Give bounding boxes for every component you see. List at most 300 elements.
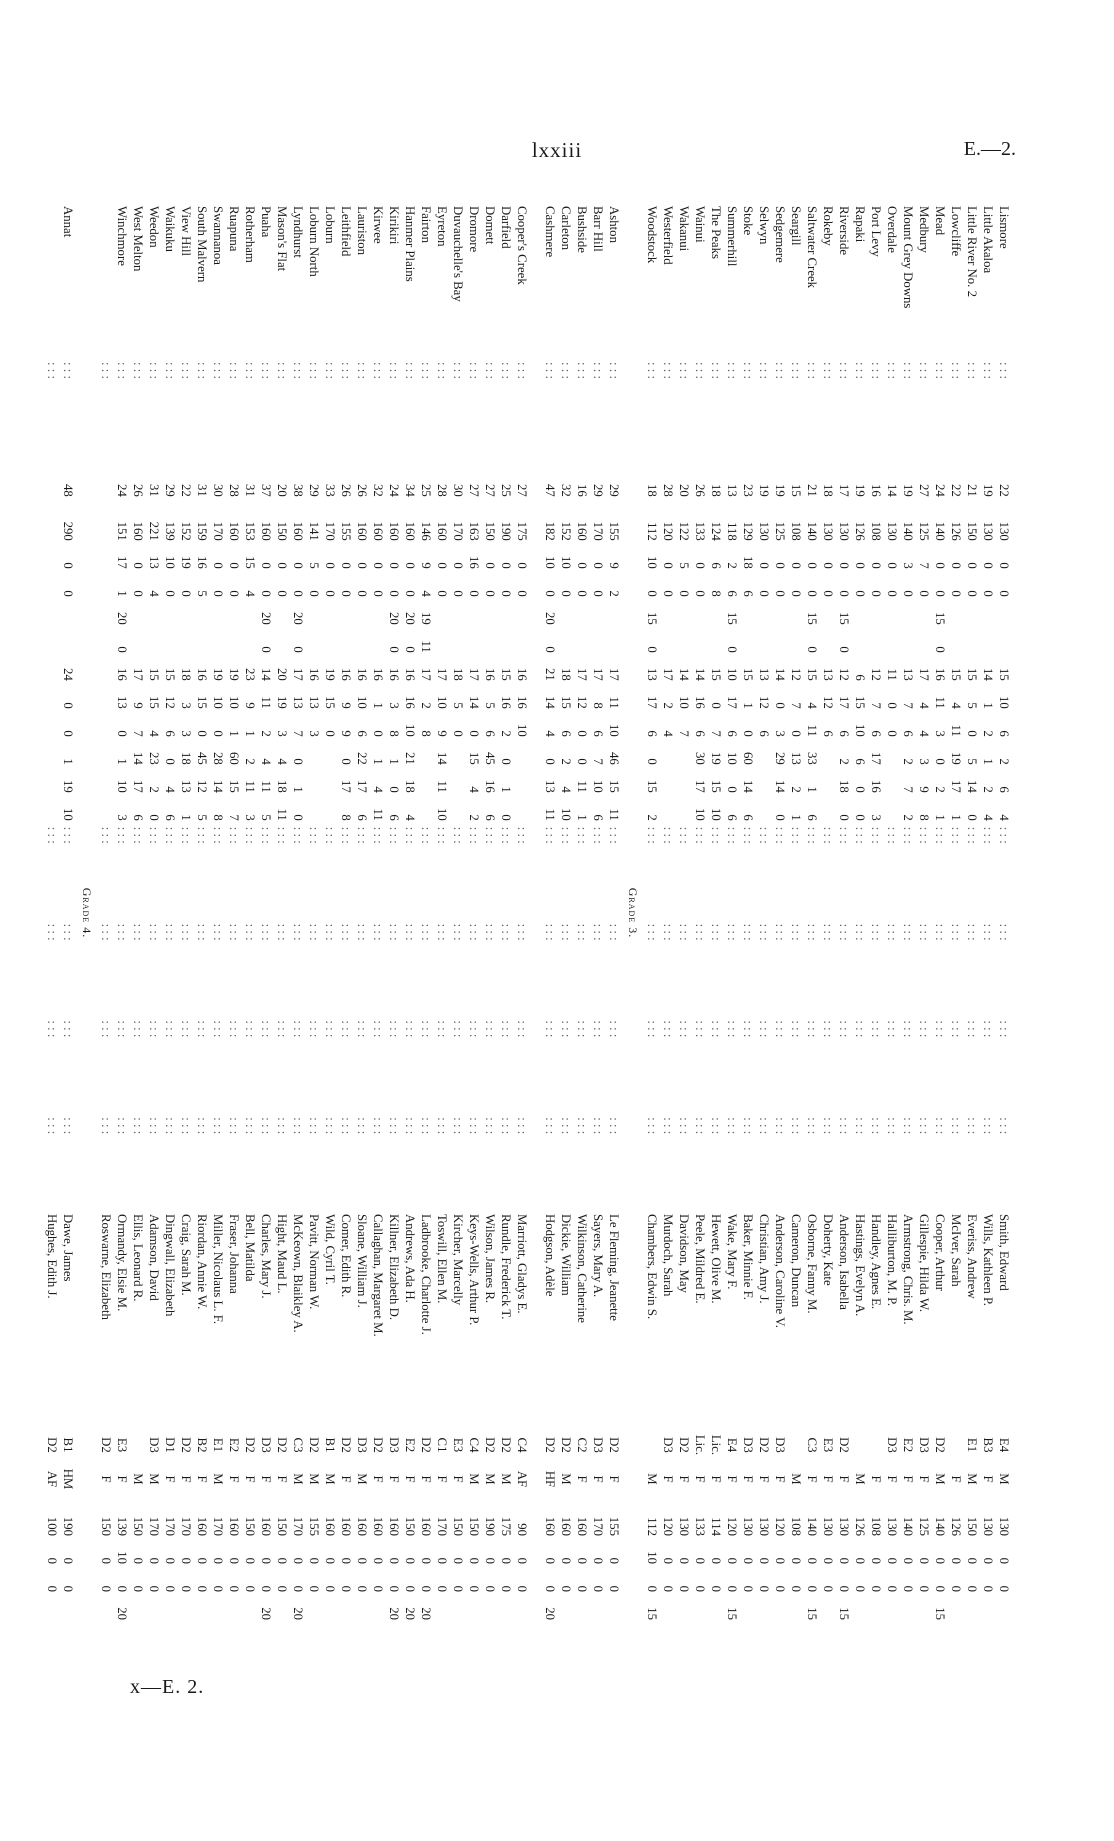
cell-sal: 108 [789, 521, 803, 541]
cell-sx: F [821, 1475, 835, 1483]
cell-cls: E2 [403, 1437, 417, 1453]
cell-name: Handley, Agnes E. [869, 1214, 883, 1310]
cell-school: Fairton [419, 206, 433, 243]
cell-sal2: 133 [693, 1516, 707, 1536]
cell-t5: 18 [837, 780, 851, 793]
leader-dots: : : : [869, 1020, 883, 1038]
cell-t2: 15 [853, 696, 867, 709]
cell-t5 [676, 768, 692, 796]
cell-t1: 18 [451, 668, 465, 681]
leader-dots: : : : [323, 362, 337, 380]
cell-sx: M [483, 1473, 497, 1485]
leader-dots: : : : [591, 1020, 605, 1038]
cell-s2: 0 [805, 1557, 819, 1564]
cell-t2: 9 [131, 702, 145, 709]
leader-dots: : : : [387, 1117, 401, 1135]
cell-t3: 7 [677, 730, 691, 737]
cell-att: 27 [467, 484, 481, 497]
cell-t1: 18 [559, 668, 573, 681]
leader-dots: : : : [355, 1117, 369, 1135]
cell-sal2: 160 [543, 1516, 557, 1536]
leader-dots: : : : [435, 1020, 449, 1038]
leader-dots: : : : [725, 1020, 739, 1038]
cell-t4: 15 [467, 752, 481, 765]
leader-dots: : : : [499, 1020, 513, 1038]
cell-cls: D2 [275, 1437, 289, 1453]
leader-dots: : : : [115, 1020, 129, 1038]
cell-a: 0 [693, 562, 707, 569]
cell-d [772, 628, 788, 656]
cell-s4 [370, 1595, 386, 1623]
cell-sx: F [725, 1475, 739, 1483]
cell-t4: 10 [725, 752, 739, 765]
cell-t5: 17 [693, 780, 707, 793]
cell-school [44, 203, 60, 359]
table-row [242, 203, 258, 1623]
cell-a: 0 [515, 562, 529, 569]
cell-att: 20 [275, 484, 289, 497]
cell-t3: 3 [933, 730, 947, 737]
cell-school: Waikuku [163, 206, 177, 252]
cell-sal: 141 [307, 521, 321, 541]
table-row [322, 203, 338, 1623]
cell-s2: 0 [773, 1557, 787, 1564]
cell-cls: E3 [821, 1437, 835, 1453]
leader-dots: : : : [773, 923, 787, 941]
cell-t2: 0 [773, 702, 787, 709]
cell-t1: 17 [131, 668, 145, 681]
leader-dots: : : : [575, 1117, 589, 1135]
cell-d [980, 628, 996, 656]
leader-dots: : : : [323, 1117, 337, 1135]
cell-name: Davidson, May [677, 1214, 691, 1293]
cell-sx: F [275, 1475, 289, 1483]
cell-s2: 0 [371, 1557, 385, 1564]
leader-dots: : : : [515, 1020, 529, 1038]
cell-t2: 2 [419, 702, 433, 709]
cell-a: 10 [543, 556, 557, 569]
cell-t4: 2 [559, 758, 573, 765]
cell-b: 1 [115, 590, 129, 597]
cell-t2: 17 [645, 696, 659, 709]
leader-dots: : : : [853, 923, 867, 941]
leader-dots: : : : [885, 1020, 899, 1038]
cell-a: 0 [575, 562, 589, 569]
cell-cls: D2 [243, 1437, 257, 1453]
leader-dots: : : : [933, 362, 947, 380]
cell-t4: 0 [645, 758, 659, 765]
cell-t2: 13 [307, 696, 321, 709]
cell-sal: 152 [179, 521, 193, 541]
cell-c: 15 [805, 612, 819, 625]
cell-s3: 0 [821, 1585, 835, 1592]
table-row [996, 203, 1012, 1623]
leader-dots: : : : [163, 923, 177, 941]
cell-s2: 0 [45, 1557, 59, 1564]
cell-t2: 14 [543, 696, 557, 709]
cell-sal: 290 [61, 521, 75, 541]
cell-t3: 0 [467, 730, 481, 737]
cell-sal2: 160 [559, 1516, 573, 1536]
leader-dots: : : : [575, 826, 589, 844]
cell-t5 [418, 768, 434, 796]
cell-t4: 30 [693, 752, 707, 765]
cell-school: Annat [61, 206, 75, 238]
cell-s3: 0 [981, 1585, 995, 1592]
cell-s2: 0 [965, 1557, 979, 1564]
cell-t1 [98, 656, 114, 684]
leader-dots: : : : [61, 923, 75, 941]
table-row [606, 203, 622, 1623]
cell-s3: 0 [837, 1585, 851, 1592]
cell-sx: M [965, 1473, 979, 1485]
leader-dots: : : : [179, 1117, 193, 1135]
leader-dots: : : : [805, 923, 819, 941]
cell-t4 [884, 740, 900, 768]
cell-t6: 5 [195, 814, 209, 821]
cell-t1: 18 [179, 668, 193, 681]
cell-t4: 45 [195, 752, 209, 765]
leader-dots: : : : [543, 1117, 557, 1135]
table-row [258, 203, 274, 1623]
leader-dots: : : : [339, 826, 353, 844]
cell-t1: 11 [885, 668, 899, 681]
cell-t5: 9 [917, 786, 931, 793]
cell-s3: 0 [291, 1585, 305, 1592]
cell-t6: 6 [591, 814, 605, 821]
cell-s2: 0 [997, 1557, 1011, 1564]
cell-cls: C1 [435, 1437, 449, 1453]
cell-s4: 20 [543, 1607, 557, 1620]
cell-t2: 5 [965, 702, 979, 709]
cell-school: Lauriston [355, 206, 369, 256]
cell-t2: 17 [837, 696, 851, 709]
leader-dots: : : : [693, 1117, 707, 1135]
cell-t2: 12 [163, 696, 177, 709]
cell-d [482, 628, 498, 656]
leader-dots: : : : [435, 923, 449, 941]
cell-s3: 0 [773, 1585, 787, 1592]
cell-att: 17 [837, 484, 851, 497]
cell-b: 0 [259, 590, 273, 597]
cell-s4 [210, 1595, 226, 1623]
cell-t5: 1 [805, 786, 819, 793]
cell-att [98, 456, 114, 500]
cell-cls: D2 [99, 1437, 113, 1453]
cell-t5: 19 [61, 780, 75, 793]
cell-t6: 2 [645, 814, 659, 821]
cell-c: 19 [419, 612, 433, 625]
leader-dots: : : : [115, 362, 129, 380]
cell-sal2: 170 [147, 1516, 161, 1536]
cell-sal: 155 [607, 521, 621, 541]
cell-a: 0 [757, 562, 771, 569]
cell-s4 [98, 1595, 114, 1623]
leader-dots: : : : [981, 923, 995, 941]
cell-t6: 8 [917, 814, 931, 821]
cell-school: Seargill [789, 206, 803, 246]
cell-t3: 6 [693, 730, 707, 737]
cell-name: Marriott, Gladys E. [515, 1214, 529, 1314]
cell-sx: HF [543, 1470, 557, 1488]
cell-sal2: 150 [243, 1516, 257, 1536]
cell-t1: 16 [387, 668, 401, 681]
cell-t4: 60 [741, 752, 755, 765]
cell-d: 0 [387, 646, 401, 653]
cell-b: 0 [885, 590, 899, 597]
cell-d [162, 628, 178, 656]
leader-dots: : : : [869, 362, 883, 380]
cell-d [44, 628, 60, 656]
leader-dots: : : : [741, 826, 755, 844]
leader-dots: : : : [259, 826, 273, 844]
cell-c [740, 600, 756, 628]
cell-b: 0 [645, 590, 659, 597]
cell-cls: C4 [467, 1437, 481, 1453]
cell-t6: 0 [499, 814, 513, 821]
cell-t5: 11 [435, 780, 449, 793]
cell-t1: 23 [243, 668, 257, 681]
cell-t3: 7 [291, 730, 305, 737]
leader-dots: : : : [387, 1020, 401, 1038]
table-row [542, 203, 558, 1623]
leader-dots: : : : [869, 1117, 883, 1135]
cell-t2: 7 [901, 702, 915, 709]
cell-a: 0 [997, 562, 1011, 569]
leader-dots: : : : [757, 362, 771, 380]
cell-t1: 14 [981, 668, 995, 681]
leader-dots: : : : [805, 362, 819, 380]
cell-b: 6 [741, 590, 755, 597]
cell-sal2: 170 [291, 1516, 305, 1536]
leader-dots: : : : [949, 1117, 963, 1135]
cell-t6 [98, 796, 114, 824]
cell-att: 29 [591, 484, 605, 497]
cell-cls: D3 [885, 1437, 899, 1453]
cell-a: 0 [853, 562, 867, 569]
cell-t6: 0 [965, 814, 979, 821]
leader-dots: : : : [195, 1117, 209, 1135]
cell-t3 [98, 712, 114, 740]
cell-t5: 14 [965, 780, 979, 793]
cell-s2: 0 [543, 1557, 557, 1564]
cell-school: Lowcliffe [949, 206, 963, 257]
cell-a: 3 [901, 562, 915, 569]
cell-c [274, 600, 290, 628]
table-row [514, 203, 530, 1623]
cell-s4 [60, 1595, 76, 1623]
leader-dots: : : : [677, 1117, 691, 1135]
cell-t2: 15 [147, 696, 161, 709]
cell-cls: E4 [725, 1437, 739, 1453]
cell-s3: 0 [499, 1585, 513, 1592]
cell-school: Barr Hill [591, 206, 605, 252]
cell-cls: D2 [837, 1437, 851, 1453]
leader-dots: : : : [451, 362, 465, 380]
cell-cls: Lic. [709, 1434, 723, 1456]
cell-att: 19 [901, 484, 915, 497]
cell-a: 16 [467, 556, 481, 569]
cell-s2: 0 [211, 1557, 225, 1564]
cell-s4 [964, 1595, 980, 1623]
cell-a: 13 [147, 556, 161, 569]
leader-dots: : : : [645, 362, 659, 380]
cell-name: McKeown, Blaikley A. [291, 1214, 305, 1333]
cell-sx: M [307, 1473, 321, 1485]
cell-school: Mount Grey Downs [901, 206, 915, 309]
leader-dots: : : : [243, 923, 257, 941]
cell-sal: 160 [403, 521, 417, 541]
leader-dots: : : : [403, 1020, 417, 1038]
cell-school: Duvauchelle's Bay [451, 206, 465, 302]
cell-s4: 15 [837, 1607, 851, 1620]
leader-dots: : : : [163, 362, 177, 380]
leader-dots: : : : [451, 1117, 465, 1135]
leader-dots: : : : [355, 826, 369, 844]
cell-t4: 28 [211, 752, 225, 765]
cell-c [338, 600, 354, 628]
cell-sal: 170 [591, 521, 605, 541]
cell-sal2: 170 [211, 1516, 225, 1536]
cell-t2: 17 [725, 696, 739, 709]
leader-dots: : : : [195, 362, 209, 380]
leader-dots: : : : [789, 362, 803, 380]
leader-dots: : : : [371, 923, 385, 941]
leader-dots: : : : [131, 1117, 145, 1135]
leader-dots: : : : [195, 923, 209, 941]
cell-name: Hastings, Evelyn A. [853, 1214, 867, 1317]
cell-d [756, 628, 772, 656]
table-row [868, 203, 884, 1623]
cell-s2: 0 [981, 1557, 995, 1564]
cell-t4 [450, 740, 466, 768]
cell-t3: 4 [917, 730, 931, 737]
cell-t4: 6 [853, 758, 867, 765]
leader-dots: : : : [837, 923, 851, 941]
leader-dots: : : : [403, 1117, 417, 1135]
cell-t1: 14 [693, 668, 707, 681]
cell-c [660, 600, 676, 628]
cell-sal2: 130 [997, 1516, 1011, 1536]
cell-sal: 160 [291, 521, 305, 541]
cell-b: 0 [355, 590, 369, 597]
leader-dots: : : : [661, 826, 675, 844]
cell-s2: 0 [949, 1557, 963, 1564]
leader-dots: : : : [61, 1117, 75, 1135]
cell-school: Riverside [837, 206, 851, 256]
cell-d [692, 628, 708, 656]
cell-s4 [692, 1595, 708, 1623]
cell-school: The Peaks [709, 206, 723, 259]
cell-t6: 4 [403, 814, 417, 821]
cell-att: 28 [435, 484, 449, 497]
table-row [306, 203, 322, 1623]
cell-s4 [980, 1595, 996, 1623]
cell-s3: 0 [591, 1585, 605, 1592]
cell-sal: 120 [661, 521, 675, 541]
leader-dots: : : : [821, 923, 835, 941]
leader-dots: : : : [131, 923, 145, 941]
leader-dots: : : : [661, 1117, 675, 1135]
cell-t6: 3 [115, 814, 129, 821]
cell-sal2: 130 [981, 1516, 995, 1536]
cell-d [306, 628, 322, 656]
cell-sal: 152 [559, 521, 573, 541]
cell-t1: 15 [965, 668, 979, 681]
cell-t3: 6 [901, 730, 915, 737]
cell-sal: 182 [543, 521, 557, 541]
cell-s2: 0 [607, 1557, 621, 1564]
cell-name: Callaghan, Margaret M. [371, 1214, 385, 1337]
cell-s4 [146, 1595, 162, 1623]
leader-dots: : : : [575, 923, 589, 941]
leader-dots: : : : [677, 1020, 691, 1038]
cell-sal: 160 [355, 521, 369, 541]
cell-b: 0 [403, 590, 417, 597]
cell-t2: 15 [195, 696, 209, 709]
cell-t3: 0 [741, 730, 755, 737]
cell-t2: 10 [677, 696, 691, 709]
cell-sx: F [949, 1475, 963, 1483]
leader-dots: : : : [661, 362, 675, 380]
leader-dots: : : : [693, 923, 707, 941]
cell-sal2: 130 [741, 1516, 755, 1536]
cell-b: 0 [693, 590, 707, 597]
leader-dots: : : : [917, 1117, 931, 1135]
leader-dots: : : : [355, 923, 369, 941]
table-row [450, 203, 466, 1623]
cell-sal2: 160 [259, 1516, 273, 1536]
cell-s2: 0 [661, 1557, 675, 1564]
cell-cls: D3 [355, 1437, 369, 1453]
cell-cls: Lic. [693, 1434, 707, 1456]
cell-sal: 170 [211, 521, 225, 541]
cell-t1: 20 [275, 668, 289, 681]
cell-t4: 14 [435, 752, 449, 765]
cell-t1 [44, 656, 60, 684]
cell-name: Riordan, Annie W. [195, 1214, 209, 1310]
cell-t1: 10 [725, 668, 739, 681]
cell-c [606, 600, 622, 628]
cell-sal: 130 [981, 521, 995, 541]
cell-s2: 0 [885, 1557, 899, 1564]
cell-sal2: 120 [661, 1516, 675, 1536]
leader-dots: : : : [499, 923, 513, 941]
leader-dots: : : : [419, 1117, 433, 1135]
cell-sal2: 126 [949, 1516, 963, 1536]
cell-a: 9 [607, 562, 621, 569]
cell-b: 0 [805, 590, 819, 597]
cell-cls: E1 [965, 1437, 979, 1453]
cell-s3: 0 [467, 1585, 481, 1592]
leader-dots: : : : [515, 826, 529, 844]
cell-a: 0 [291, 562, 305, 569]
cell-sal: 130 [821, 521, 835, 541]
cell-school: Carleton [559, 206, 573, 251]
cell-d [948, 628, 964, 656]
cell-b: 0 [965, 590, 979, 597]
leader-dots: : : : [179, 826, 193, 844]
cell-t2: 1 [741, 702, 755, 709]
cell-c [884, 600, 900, 628]
cell-t4: 2 [997, 758, 1011, 765]
table-row [932, 203, 948, 1623]
cell-c [242, 600, 258, 628]
cell-name: Ormandy, Elsie M. [115, 1214, 129, 1312]
cell-t1: 15 [997, 668, 1011, 681]
leader-dots: : : : [591, 362, 605, 380]
cell-cls: D2 [933, 1437, 947, 1453]
